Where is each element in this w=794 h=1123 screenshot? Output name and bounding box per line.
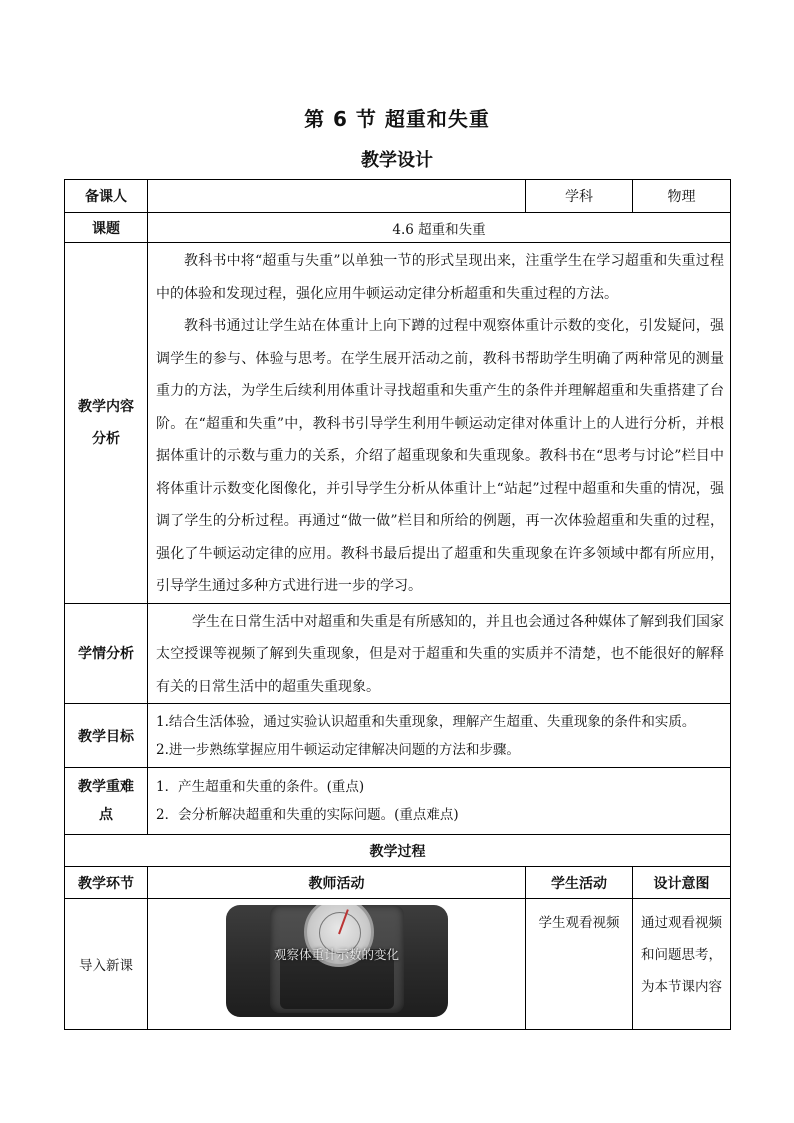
header-teacher: 教师活动	[148, 867, 526, 899]
goal-item: 2.进一步熟练掌握应用牛顿运动定律解决问题的方法和步骤。	[156, 741, 520, 758]
key-point-item: 2．会分析解决超重和失重的实际问题。(重点难点)	[156, 807, 459, 823]
preparer-value	[148, 180, 526, 213]
content-analysis-row	[65, 243, 731, 604]
subject-label: 学科	[526, 180, 633, 213]
content-analysis-body	[148, 243, 731, 604]
page-subtitle: 教学设计	[361, 150, 433, 171]
page-title: 第 6 节 超重和失重	[304, 107, 490, 131]
header-intent: 设计意图	[633, 867, 731, 899]
goals-label: 教学目标	[65, 704, 148, 768]
process-title: 教学过程	[65, 835, 731, 867]
topic-label: 课题	[65, 213, 148, 243]
student-activity-cell: 学生观看视频	[526, 899, 633, 1030]
intent-cell	[633, 899, 731, 1030]
content-analysis-label	[65, 243, 148, 604]
teacher-activity-cell	[148, 899, 526, 1030]
content-paragraph: 教科书通过让学生站在体重计上向下蹲的过程中观察体重计示数的变化，引发疑问，强调学生的参与、体验与思考。在学生展开活动之前，教科书帮助学生明确了两种常见的测量重力的方法，为学生后续利用体重计寻找超重和失重产生的条件并理解超重和失重搭建了台阶。在“超重和失重”中，教科书引导学生利用牛顿运动定律对体重计上的人进行分析，并根据体重计的示数与重力的关系，介绍了超重现象和失重现象。教科书在“思考与讨论”栏目中将体重计示数变化图像化，并引导学生分析从体重计上“站起”过程中超重和失重的情况，强调了学生的分析过程。再通过“做一做”栏目和所给的例题，再一次体验超重和失重的过程，强化了牛顿运动定律的应用。教科书最后提出了超重和失重现象在许多领域中都有所应用，引导学生通过多种方式进行进一步的学习。	[156, 318, 724, 594]
key-point-item: 1．产生超重和失重的条件。(重点)	[156, 779, 365, 795]
info-row	[65, 180, 731, 213]
process-header-row	[65, 867, 731, 899]
preparer-label: 备课人	[65, 180, 148, 213]
header-stage: 教学环节	[65, 867, 148, 899]
topic-value: 4.6 超重和失重	[148, 213, 731, 243]
student-analysis-body	[148, 603, 731, 704]
content-analysis-label-line1: 教学内容	[78, 398, 134, 415]
goals-row	[65, 704, 731, 768]
key-points-body	[148, 768, 731, 835]
key-points-label-line2: 点	[99, 807, 113, 823]
goal-item: 1.结合生活体验，通过实验认识超重和失重现象，理解产生超重、失重现象的条件和实质。	[156, 713, 696, 730]
goals-body	[148, 704, 731, 768]
student-analysis-row	[65, 603, 731, 704]
student-analysis-text: 学生在日常生活中对超重和失重是有所感知的，并且也会通过各种媒体了解到我们国家太空授课等视频了解到失重现象，但是对于超重和失重的实质并不清楚，也不能很好的解释有关的日常生活中的超重失重现象。	[156, 613, 724, 695]
header-student: 学生活动	[526, 867, 633, 899]
content-analysis-label-line2: 分析	[92, 430, 120, 447]
key-points-label-line1: 教学重难	[78, 779, 134, 795]
topic-row	[65, 213, 731, 243]
process-row	[65, 899, 731, 1030]
process-title-row	[65, 835, 731, 867]
lesson-plan-table	[64, 179, 731, 1030]
content-paragraph: 教科书中将“超重与失重”以单独一节的形式呈现出来，注重学生在学习超重和失重过程中的体验和发现过程，强化应用牛顿运动定律分析超重和失重过程的方法。	[156, 253, 724, 302]
key-points-label	[65, 768, 148, 835]
key-points-row	[65, 768, 731, 835]
stage-cell: 导入新课	[65, 899, 148, 1030]
student-analysis-label: 学情分析	[65, 603, 148, 704]
video-thumbnail[interactable]	[226, 905, 448, 1017]
video-caption: 观察体重计示数的变化	[273, 947, 399, 962]
subject-value: 物理	[633, 180, 731, 213]
intent-text: 通过观看视频和问题思考，为本节课内容	[641, 915, 722, 995]
